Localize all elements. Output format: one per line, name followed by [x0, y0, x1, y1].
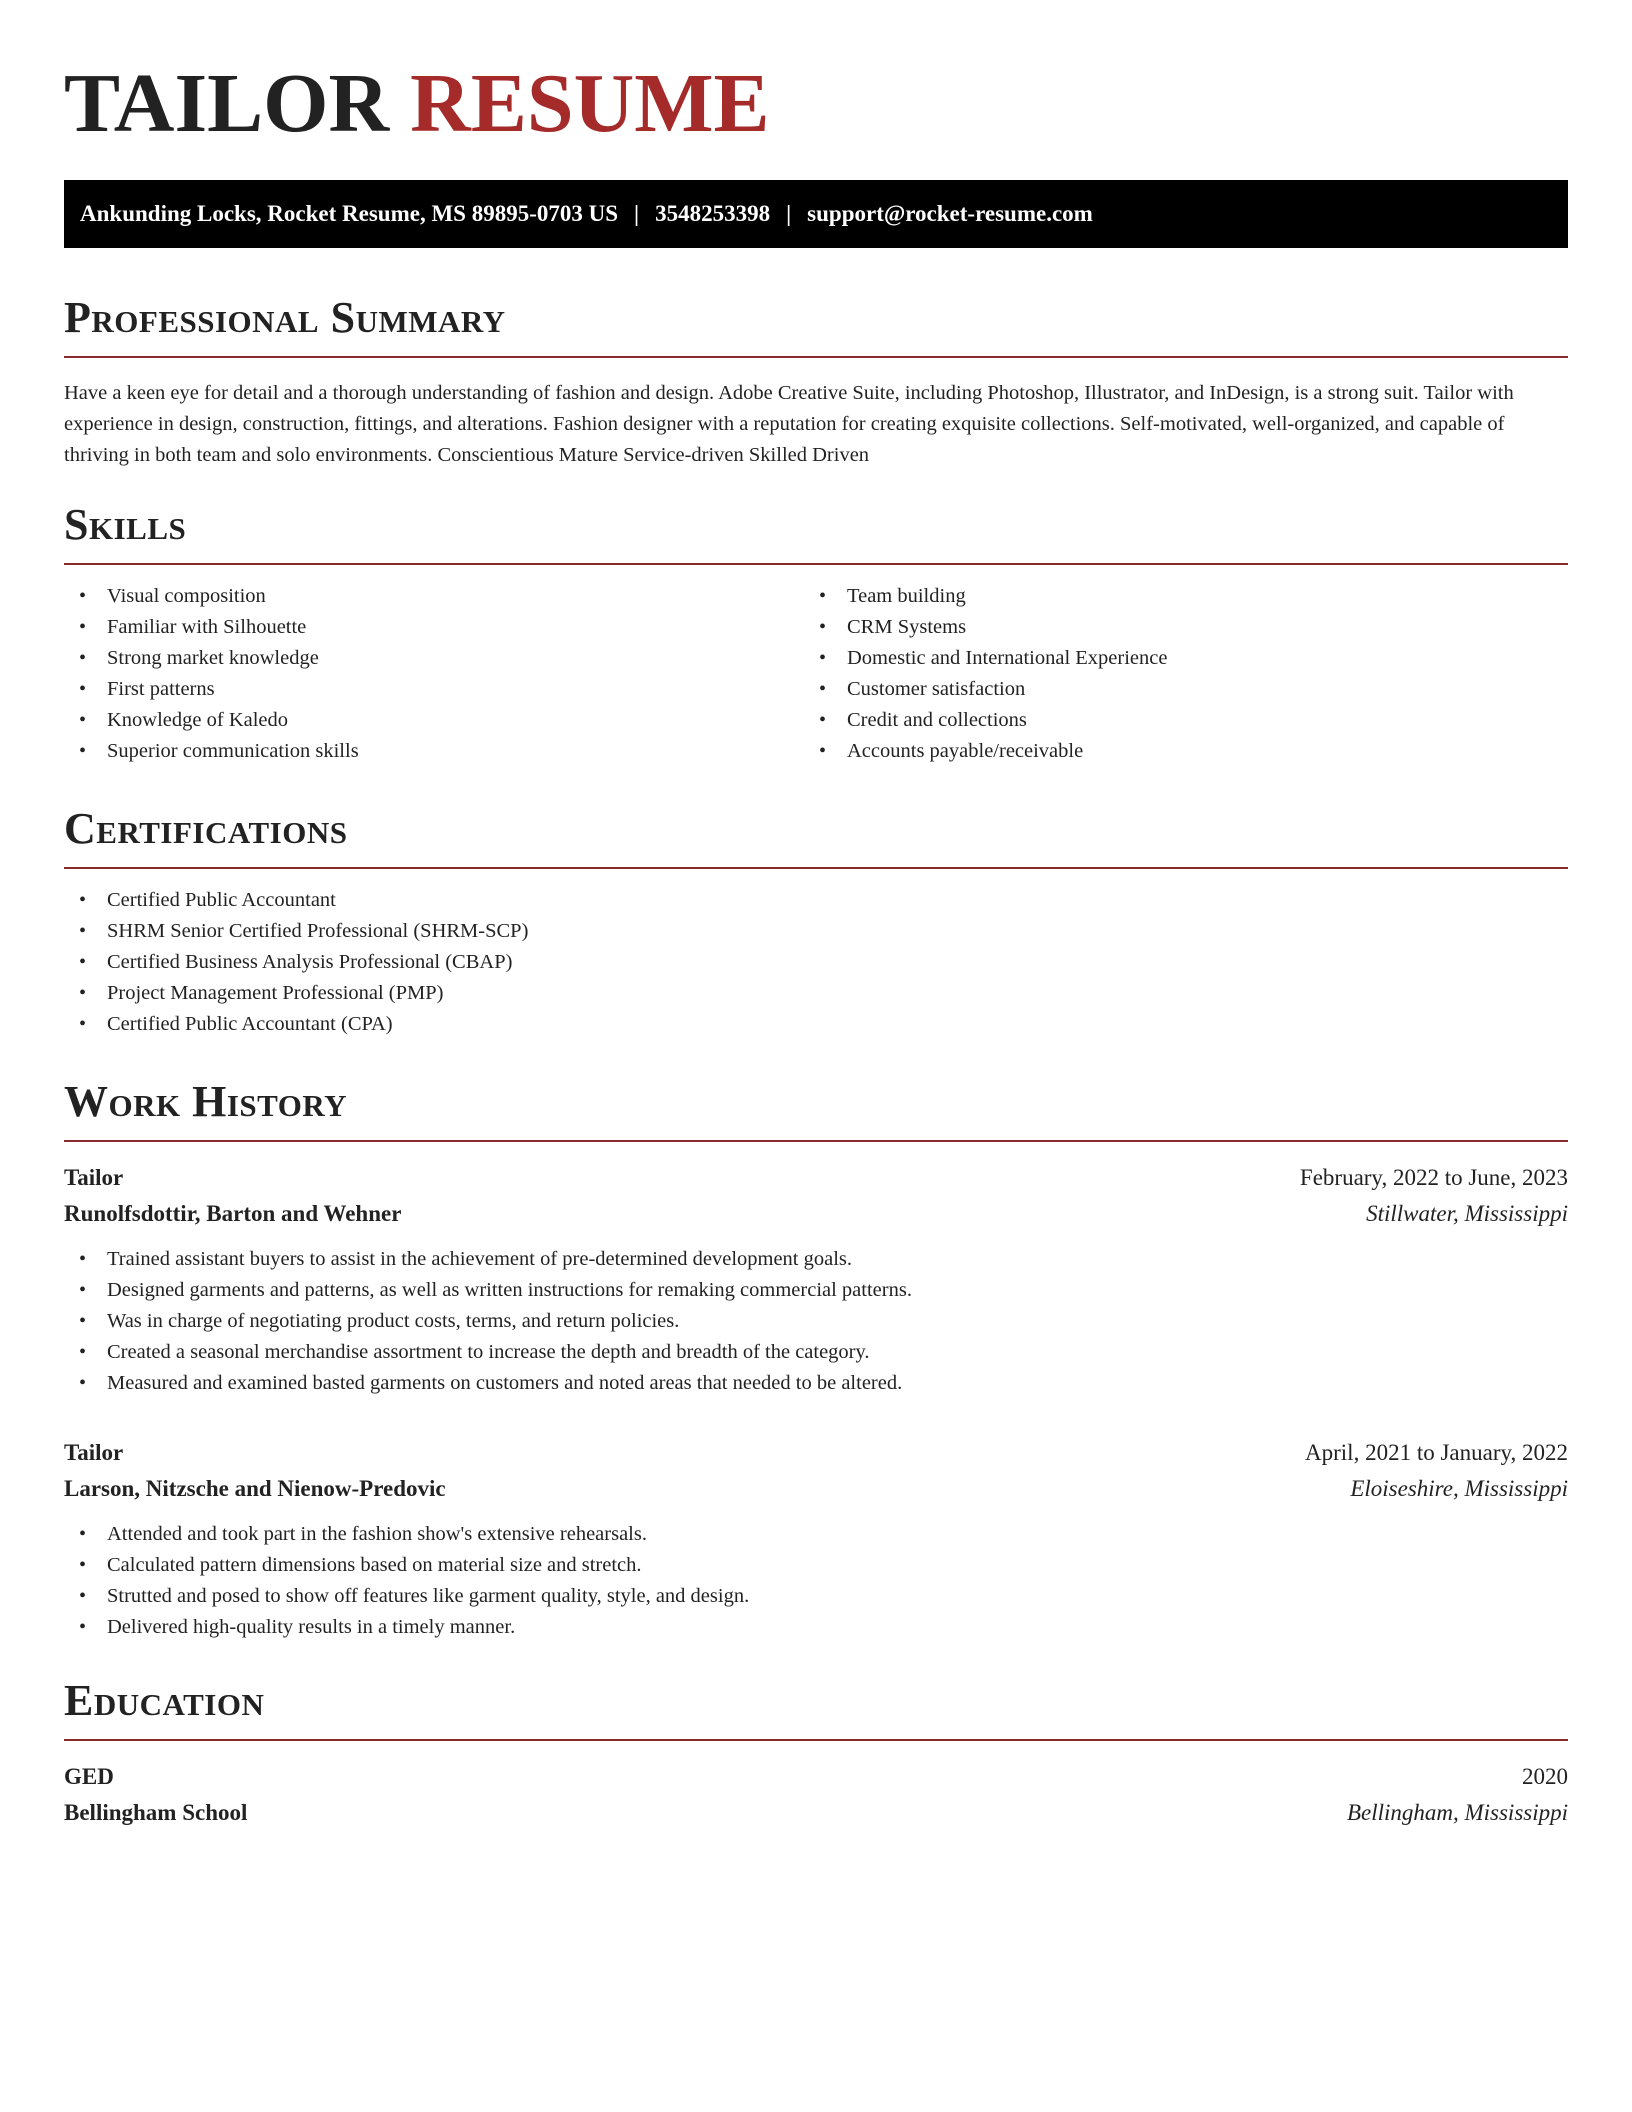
skill-item: • Team building — [804, 581, 1544, 612]
job-role: Tailor — [64, 1440, 124, 1465]
job-company: Larson, Nitzsche and Nienow-Predovic — [64, 1476, 446, 1501]
skill-item: • Accounts payable/receivable — [804, 736, 1544, 767]
work-history-section — [64, 1078, 1568, 1643]
job-bullet: • Designed garments and patterns, as well as written instructions for remaking commercial patterns. — [64, 1275, 1568, 1306]
certifications-list — [64, 885, 1568, 1040]
job-bullet: • Trained assistant buyers to assist in the achievement of pre-determined development goals. — [64, 1244, 1568, 1275]
summary-section — [64, 294, 1568, 471]
skill-item: • Visual composition — [64, 581, 804, 612]
job-company: Runolfsdottir, Barton and Wehner — [64, 1201, 402, 1226]
skills-column-right — [804, 581, 1544, 767]
certification-item: • Certified Business Analysis Professional (CBAP) — [64, 947, 1568, 978]
skills-column-left — [64, 581, 804, 767]
education-school: Bellingham School — [64, 1800, 248, 1825]
education-header-row — [64, 1759, 1568, 1795]
job-bullet: • Created a seasonal merchandise assortment to increase the depth and breadth of the category. — [64, 1337, 1568, 1368]
skill-item: • First patterns — [64, 674, 804, 705]
education-heading: Education — [64, 1676, 265, 1725]
job-role: Tailor — [64, 1165, 124, 1190]
skill-item: • Knowledge of Kaledo — [64, 705, 804, 736]
job-entry — [64, 1160, 1568, 1399]
skill-item: • Domestic and International Experience — [804, 643, 1544, 674]
education-year: 2020 — [1522, 1764, 1568, 1789]
section-divider — [64, 1140, 1568, 1142]
section-divider — [64, 356, 1568, 358]
certification-item: • Certified Public Accountant (CPA) — [64, 1009, 1568, 1040]
education-entry — [64, 1759, 1568, 1831]
certifications-heading: Certifications — [64, 804, 348, 853]
contact-phone: 3548253398 — [655, 201, 771, 226]
job-bullets — [64, 1244, 1568, 1399]
work-history-heading: Work History — [64, 1077, 348, 1126]
skill-item: • Customer satisfaction — [804, 674, 1544, 705]
skills-section — [64, 501, 1568, 767]
resume-name — [64, 0, 1568, 150]
job-bullet: • Delivered high-quality results in a timely manner. — [64, 1612, 1568, 1643]
job-location: Stillwater, Mississippi — [1366, 1201, 1568, 1226]
contact-separator: | — [634, 201, 640, 226]
education-section — [64, 1677, 1568, 1831]
certifications-section — [64, 805, 1568, 1040]
job-header-row — [64, 1435, 1568, 1471]
job-bullet: • Measured and examined basted garments on customers and noted areas that needed to be altered. — [64, 1368, 1568, 1399]
skills-heading: Skills — [64, 500, 187, 549]
job-bullet: • Attended and took part in the fashion show's extensive rehearsals. — [64, 1519, 1568, 1550]
job-location: Eloiseshire, Mississippi — [1350, 1476, 1568, 1501]
job-company-row — [64, 1471, 1568, 1507]
skill-item: • Familiar with Silhouette — [64, 612, 804, 643]
resume-page — [64, 0, 1568, 1831]
section-divider — [64, 867, 1568, 869]
job-entry — [64, 1435, 1568, 1643]
job-bullet: • Was in charge of negotiating product costs, terms, and return policies. — [64, 1306, 1568, 1337]
skill-item: • Superior communication skills — [64, 736, 804, 767]
skill-item: • Credit and collections — [804, 705, 1544, 736]
name-first: TAILOR — [64, 57, 390, 150]
certification-item: • SHRM Senior Certified Professional (SHRM-SCP) — [64, 916, 1568, 947]
job-bullet: • Strutted and posed to show off features like garment quality, style, and design. — [64, 1581, 1568, 1612]
job-company-row — [64, 1196, 1568, 1232]
job-bullet: • Calculated pattern dimensions based on material size and stretch. — [64, 1550, 1568, 1581]
summary-text: Have a keen eye for detail and a thorough understanding of fashion and design. Adobe Creative Suite, including Photoshop, Illustrator, and InDesign, is a strong suit. Tailor with experience in design, construction, fittings, and alterations. Fashion designer with a reputation for creating exquisite collections. Self-motivated, well-organized, and capable of thriving in both team and solo environments. Conscientious Mature Service-driven Skilled Driven — [64, 382, 1514, 466]
job-bullets — [64, 1519, 1568, 1643]
skills-grid — [64, 581, 1568, 767]
certification-item: • Project Management Professional (PMP) — [64, 978, 1568, 1009]
section-divider — [64, 1739, 1568, 1741]
education-school-row — [64, 1795, 1568, 1831]
job-dates: April, 2021 to January, 2022 — [1305, 1440, 1568, 1465]
skill-item: • CRM Systems — [804, 612, 1544, 643]
name-last: RESUME — [410, 57, 770, 150]
certification-item: • Certified Public Accountant — [64, 885, 1568, 916]
education-location: Bellingham, Mississippi — [1346, 1800, 1568, 1825]
education-degree: GED — [64, 1764, 114, 1789]
skill-item: • Strong market knowledge — [64, 643, 804, 674]
contact-email: support@rocket-resume.com — [807, 201, 1093, 226]
contact-bar — [64, 180, 1568, 248]
section-divider — [64, 563, 1568, 565]
job-dates: February, 2022 to June, 2023 — [1299, 1165, 1568, 1190]
summary-heading: Professional Summary — [64, 293, 506, 342]
contact-address: Ankunding Locks, Rocket Resume, MS 89895-0703 US — [80, 201, 619, 226]
contact-separator: | — [786, 201, 792, 226]
job-header-row — [64, 1160, 1568, 1196]
